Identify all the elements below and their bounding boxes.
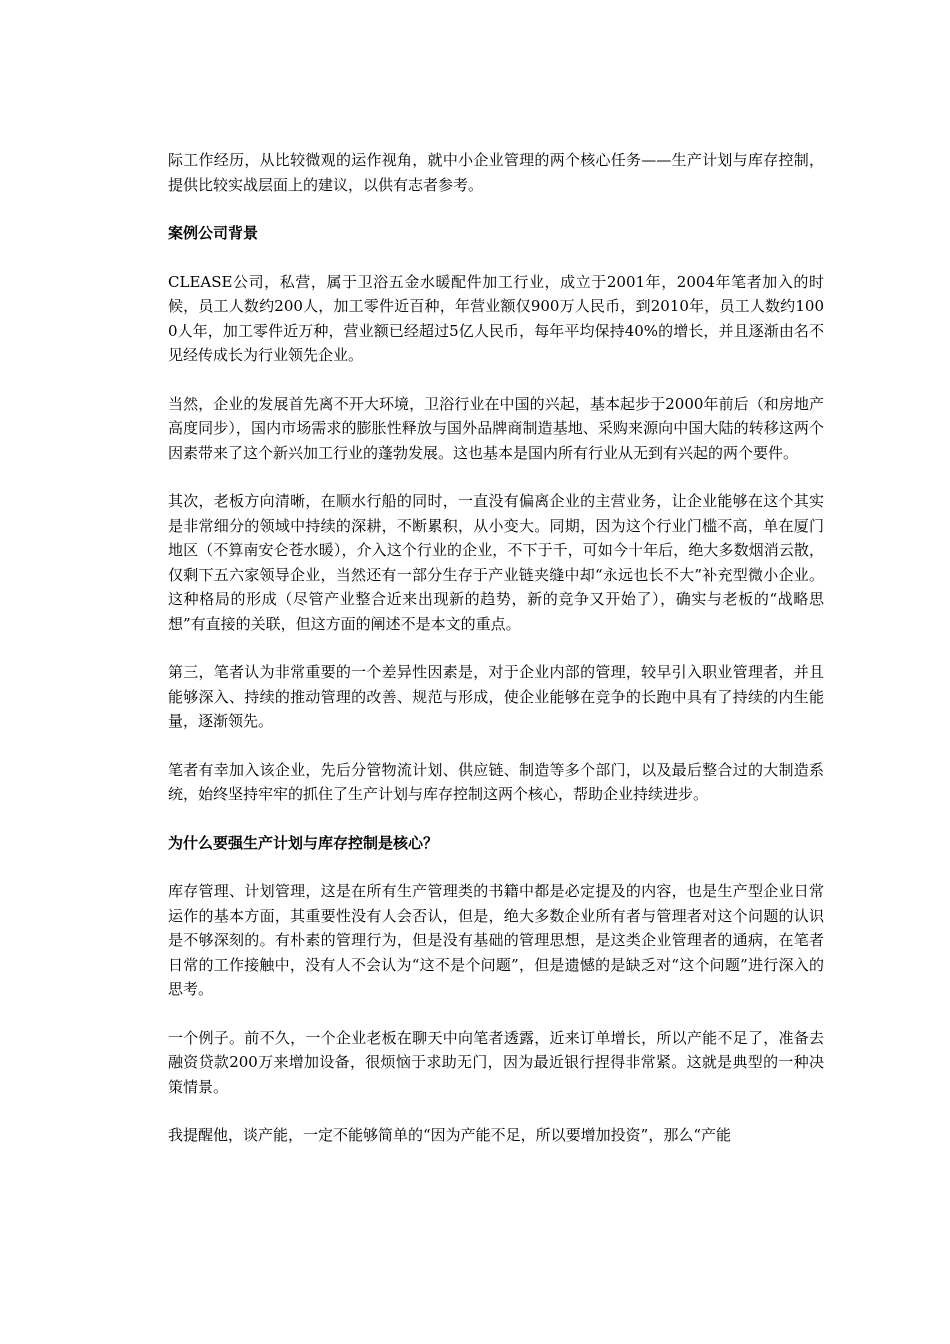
paragraph-industry-environment: 当然，企业的发展首先离不开大环境，卫浴行业在中国的兴起，基本起步于2000年前后（和房地产高度同步），国内市场需求的膨胀性释放与国外品牌商制造基地、采购来源向中国大陆的转移这两个因素带来了这个新兴加工行业的蓬勃发展。这也基本是国内所有行业从无到有兴起的两个要件。	[168, 394, 824, 462]
paragraph-author-role: 笔者有幸加入该企业，先后分管物流计划、供应链、制造等多个部门，以及最后整合过的大制造系统，始终坚持牢牢的抓住了生产计划与库存控制这两个核心，帮助企业持续进步。	[168, 760, 824, 803]
paragraph-example: 一个例子。前不久，一个企业老板在聊天中向笔者透露，近来订单增长，所以产能不足了，准备去融资贷款200万来增加设备，很烦恼于求助无门，因为最近银行捏得非常紧。这就是典型的一种决策情景。	[168, 1028, 824, 1096]
section-heading-company-background: 案例公司背景	[168, 224, 259, 242]
document-body	[168, 148, 824, 1148]
paragraph-owner-direction: 其次，老板方向清晰，在顺水行船的同时，一直没有偏离企业的主营业务，让企业能够在这个其实是非常细分的领域中持续的深耕，不断累积，从小变大。同期，因为这个行业门槛不高，单在厦门地区（不算南安仑苍水暖），介入这个行业的企业，不下于千，可如今十年后，绝大多数烟消云散，仅剩下五六家领导企业，当然还有一部分生存于产业链夹缝中却“永远也长不大”补充型微小企业。这种格局的形成（尽管产业整合近来出现新的趋势，新的竞争又开始了），确实与老板的“战略思想”有直接的关联，但这方面的阐述不是本文的重点。	[168, 492, 824, 633]
paragraph-company-profile: CLEASE公司，私营，属于卫浴五金水暖配件加工行业，成立于2001年，2004年笔者加入的时候，员工人数约200人，加工零件近百种，年营业额仅900万人民币，到2010年，员工人数约1000人年，加工零件近万种，营业额已经超过5亿人民币，每年平均保持40%的增长，并且逐渐由名不见经传成长为行业领先企业。	[168, 272, 824, 364]
paragraph-inventory-planning: 库存管理、计划管理，这是在所有生产管理类的书籍中都是必定提及的内容，也是生产型企业日常运作的基本方面，其重要性没有人会否认，但是，绝大多数企业所有者与管理者对这个问题的认识是不够深刻的。有朴素的管理行为，但是没有基础的管理思想，是这类企业管理者的通病，在笔者日常的工作接触中，没有人不会认为“这不是个问题”，但是遗憾的是缺乏对“这个问题”进行深入的思考。	[168, 882, 824, 998]
paragraph-internal-management: 第三，笔者认为非常重要的一个差异性因素是，对于企业内部的管理，较早引入职业管理者，并且能够深入、持续的推动管理的改善、规范与形成，使企业能够在竞争的长跑中具有了持续的内生能量，逐渐领先。	[168, 663, 824, 730]
paragraph-capacity-reminder: 我提醒他，谈产能，一定不能够简单的“因为产能不足，所以要增加投资”，那么“产能	[168, 1126, 732, 1144]
paragraph-intro: 际工作经历，从比较微观的运作视角，就中小企业管理的两个核心任务——生产计划与库存控制，提供比较实战层面上的建议，以供有志者参考。	[168, 151, 824, 194]
section-heading-why-core: 为什么要强生产计划与库存控制是核心？	[168, 833, 439, 852]
